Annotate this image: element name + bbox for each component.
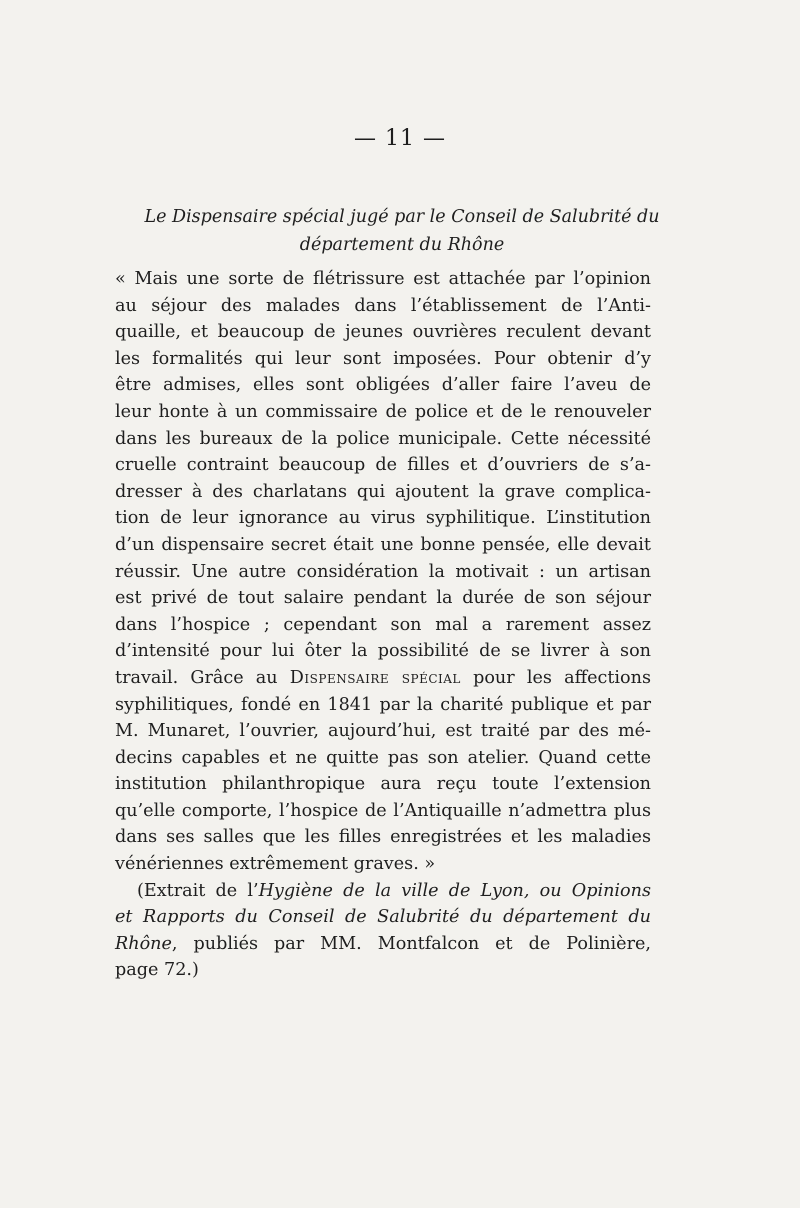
text-line: être admises, elles sont obligées d’aller faire l’aveu de [115, 375, 651, 396]
source-line-3 [115, 931, 651, 958]
book-title-italic: Hygiène de la ville de Lyon, ou Opinions [258, 880, 651, 901]
text-line: dans les bureaux de la police municipale. Cette nécessité [115, 428, 651, 449]
text-fragment: pour les affections [460, 667, 651, 688]
source-line-4: page 72.) [115, 960, 199, 981]
text-line: d’intensité pour lui ôter la possibilité de se livrer à son [115, 641, 651, 662]
text-fragment: , publiés par MM. Montfalcon et de Polinière, [171, 933, 651, 954]
text-line-with-small-caps [115, 665, 651, 692]
page-number: — 11 — [354, 126, 446, 151]
text-line: réussir. Une autre considération la motivait : un artisan [115, 561, 651, 582]
text-fragment: travail. Grâce au [115, 667, 290, 688]
text-line: « Mais une sorte de flétrissure est attachée par l’opinion [115, 269, 651, 289]
text-line: les formalités qui leur sont imposées. Pour obtenir d’y [115, 348, 651, 369]
text-line: vénériennes extrêmement graves. » [115, 854, 436, 875]
book-title-italic: Rhône [115, 933, 172, 954]
text-line: d’un dispensaire secret était une bonne pensée, elle devait [115, 534, 651, 555]
dispensaire-special-small-caps: Dispensaire spécial [289, 667, 461, 688]
text-line: qu’elle comporte, l’hospice de l’Antiquaille n’admettra plus [115, 800, 651, 821]
text-line: institution philanthropique aura reçu toute l’extension [115, 774, 651, 795]
source-line-2: et Rapports du Conseil de Salubrité du département du [115, 907, 651, 928]
text-line: au séjour des malades dans l’établissement de l’Anti- [115, 295, 651, 316]
quoted-passage [115, 266, 651, 984]
text-line: dresser à des charlatans qui ajoutent la grave complica- [115, 481, 651, 502]
text-fragment: (Extrait de l’ [137, 880, 259, 901]
text-line: decins capables et ne quitte pas son atelier. Quand cette [115, 747, 651, 768]
text-line: quaille, et beaucoup de jeunes ouvrières reculent devant [115, 322, 651, 343]
source-line-1 [115, 878, 651, 905]
heading-line-2: département du Rhône [299, 235, 505, 255]
text-line: tion de leur ignorance au virus syphilitique. L’institution [115, 508, 651, 529]
text-line: leur honte à un commissaire de police et de le renouveler [115, 401, 651, 422]
text-line: M. Munaret, l’ouvrier, aujourd’hui, est traité par des mé- [115, 721, 651, 742]
text-line: syphilitiques, fondé en 1841 par la charité publique et par [115, 694, 651, 715]
text-line: dans l’hospice ; cependant son mal a rarement assez [115, 614, 651, 635]
heading-line-1: Le Dispensaire spécial jugé par le Conseil de Salubrité du [144, 207, 660, 227]
text-line: cruelle contraint beaucoup de filles et d’ouvriers de s’a- [115, 455, 651, 476]
text-line: est privé de tout salaire pendant la durée de son séjour [115, 588, 651, 609]
section-heading [112, 203, 692, 259]
text-line: dans ses salles que les filles enregistrées et les maladies [115, 827, 651, 848]
